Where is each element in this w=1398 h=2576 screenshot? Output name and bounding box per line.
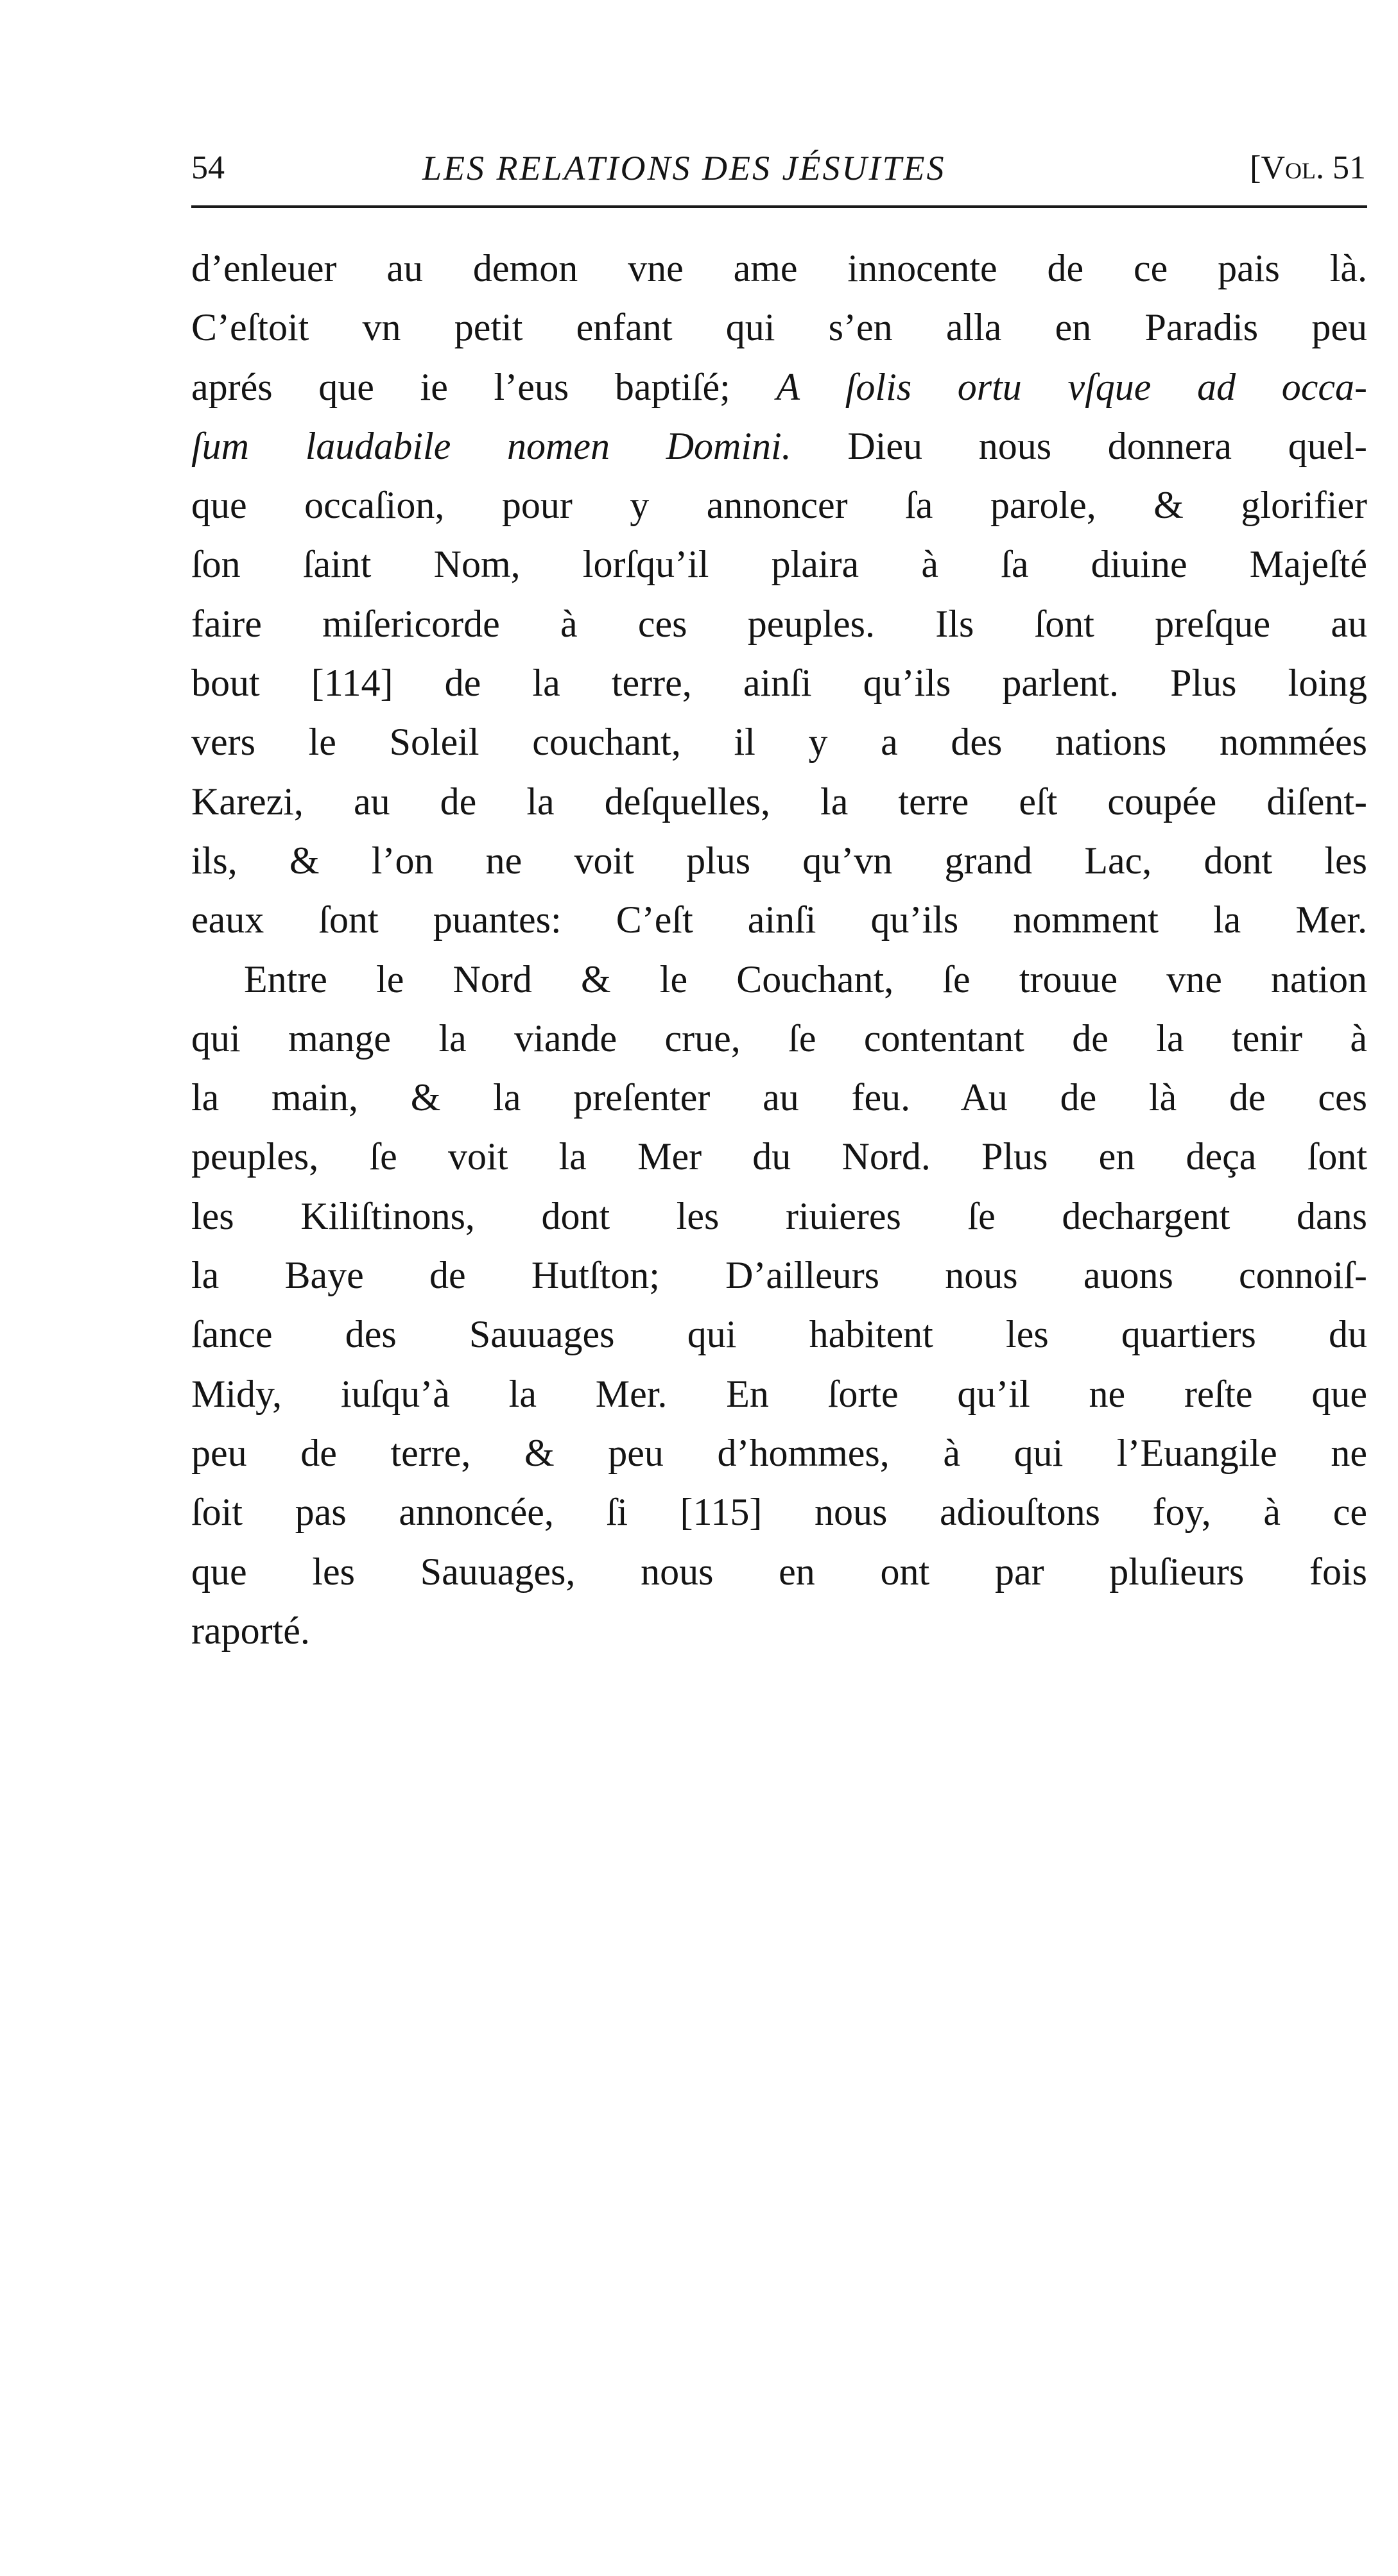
text-line: Karezi, au de la deſquelles, la terre eſt coupée diſent- [191, 780, 1367, 823]
text-line: Midy, iuſqu’à la Mer. En ſorte qu’il ne reſte que [191, 1372, 1367, 1415]
volume-label [1250, 142, 1366, 194]
text-line: faire miſericorde à ces peuples. Ils ſont preſque au [191, 602, 1367, 645]
text-segment: aprés que ie l’eus baptiſé; [191, 365, 777, 408]
text-line: la main, & la preſenter au feu. Au de là de ces [191, 1076, 1367, 1119]
volume-number: 51 [1333, 150, 1366, 186]
text-segment: Dieu nous donnera quel- [791, 424, 1367, 467]
text-line: la Baye de Hutſton; D’ailleurs nous auons connoiſ- [191, 1254, 1367, 1297]
text-line: ſon ſaint Nom, lorſqu’il plaira à ſa diuine Majeſté [191, 543, 1367, 586]
page-number: 54 [191, 150, 225, 186]
text-line: vers le Soleil couchant, il y a des nations nommées [191, 721, 1367, 764]
text-line: eaux ſont puantes: C’eſt ainſi qu’ils nomment la Mer. [191, 898, 1367, 941]
text-line: raporté. [191, 1609, 310, 1652]
running-head [191, 142, 1366, 194]
text-line [191, 416, 1367, 476]
text-line: que les Sauuages, nous en ont par pluſieurs fois [191, 1550, 1367, 1593]
text-line: ils, & l’on ne voit plus qu’vn grand Lac, dont les [191, 839, 1367, 882]
latin-quotation: A ſolis ortu vſque ad occa- [776, 365, 1367, 408]
text-line: peuples, ſe voit la Mer du Nord. Plus en deça ſont [191, 1135, 1367, 1178]
text-line: ſance des Sauuages qui habitent les quartiers du [191, 1313, 1367, 1356]
text-line: C’eſtoit vn petit enfant qui s’en alla en Paradis peu [191, 306, 1367, 349]
volume-abbreviation: Vol. [1261, 150, 1324, 186]
text-line: les Kiliſtinons, dont les riuieres ſe dechargent dans [191, 1194, 1367, 1237]
text-line: bout [114] de la terre, ainſi qu’ils parlent. Plus loing [191, 662, 1367, 705]
text-line [191, 357, 1367, 416]
running-title: LES RELATIONS DES JÉSUITES [422, 149, 946, 187]
text-line: d’enleuer au demon vne ame innocente de ce pais là. [191, 247, 1367, 289]
text-line: que occaſion, pour y annoncer ſa parole, & glorifier [191, 484, 1367, 527]
text-line: Entre le Nord & le Couchant, ſe trouue vne nation [244, 957, 1367, 1000]
latin-quotation: ſum laudabile nomen Domini. [191, 424, 791, 467]
header-rule [191, 205, 1367, 208]
text-line: peu de terre, & peu d’hommes, à qui l’Euangile ne [191, 1431, 1367, 1474]
volume-bracket: [ [1250, 150, 1261, 186]
text-line: qui mange la viande crue, ſe contentant de la tenir à [191, 1017, 1367, 1060]
body-text [191, 239, 1367, 1660]
text-line: ſoit pas annoncée, ſi [115] nous adiouſtons foy, à ce [191, 1491, 1367, 1534]
